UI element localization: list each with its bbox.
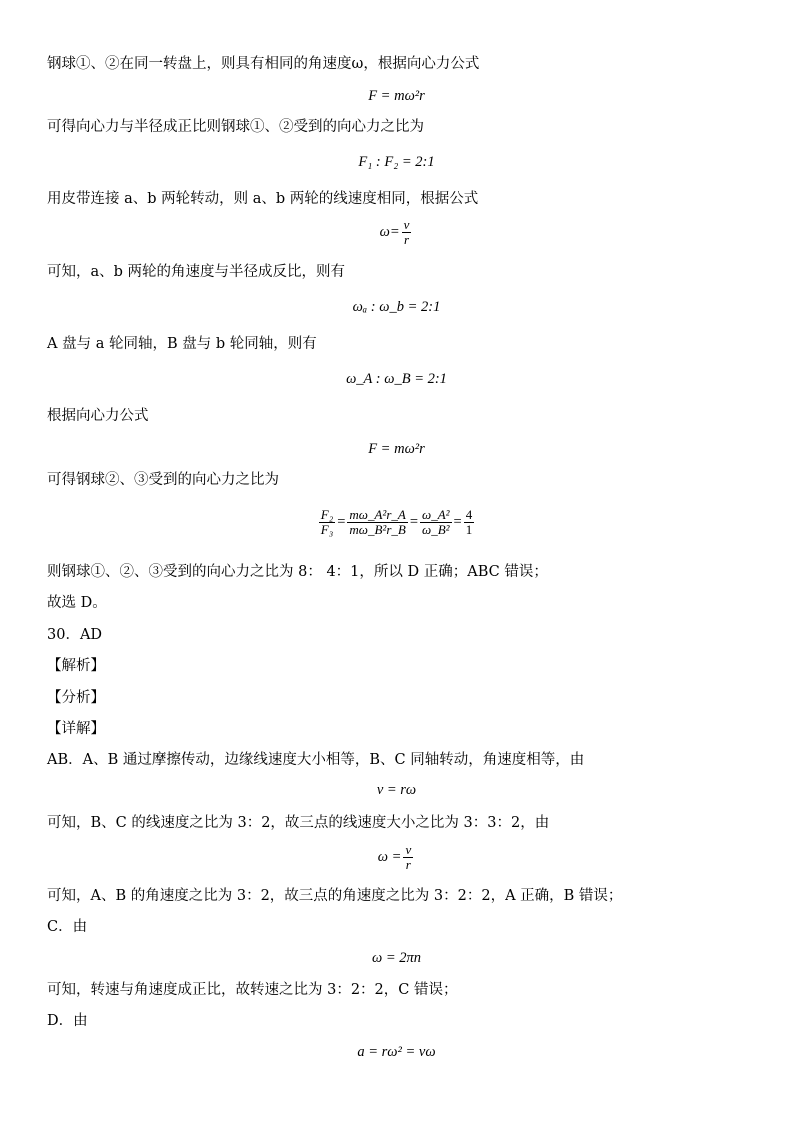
formula	[0, 218, 793, 247]
formula	[0, 508, 793, 537]
formula-lhs: ω=	[379, 223, 400, 240]
text-line: A 盘与 a 轮同轴，B 盘与 b 轮同轴，则有	[47, 336, 317, 352]
fraction	[464, 508, 475, 537]
equals-sign: =	[409, 513, 419, 530]
fraction-denominator: r	[403, 232, 410, 247]
formula: ω = 2πn	[371, 950, 422, 966]
section-heading: 【详解】	[47, 721, 105, 737]
fraction-numerator: v	[405, 842, 412, 857]
formula: F = mω²r	[368, 88, 425, 104]
fraction-numerator: F₂	[320, 507, 334, 522]
text-line: AB．A、B 通过摩擦传动，边缘线速度大小相等，B、C 同轴转动，角速度相等，由	[47, 752, 585, 768]
equals-sign: =	[337, 513, 346, 530]
text-line: 则钢球①、②、③受到的向心力之比为 8： 4：1，所以 D 正确；ABC 错误；	[47, 564, 548, 580]
formula: v = rω	[376, 782, 417, 798]
fraction-denominator: 1	[465, 522, 473, 537]
fraction-denominator: mω_B²r_B	[349, 522, 406, 537]
text-line: 可知，B、C 的线速度之比为 3：2，故三点的线速度大小之比为 3：3：2，由	[47, 815, 550, 831]
text-line: C．由	[47, 919, 88, 935]
formula: F = mω²r	[368, 441, 425, 457]
text-line: 钢球①、②在同一转盘上，则具有相同的角速度ω，根据向心力公式	[47, 56, 480, 72]
fraction-denominator: F₃	[320, 522, 334, 537]
formula-lhs: ω =	[377, 848, 402, 865]
text-line: 可知，转速与角速度成正比，故转速之比为 3：2：2，C 错误；	[47, 982, 458, 998]
fraction	[420, 508, 452, 537]
text-line: 故选 D。	[47, 595, 107, 611]
formula: F₁ : F₂ = 2:1	[358, 154, 435, 170]
fraction	[403, 843, 413, 872]
equals-sign: =	[453, 513, 462, 530]
text-line: 可得钢球②、③受到的向心力之比为	[47, 472, 279, 488]
section-heading: 【分析】	[47, 690, 105, 706]
fraction	[347, 508, 407, 537]
formula: ω_A : ω_B = 2:1	[346, 371, 447, 387]
fraction-numerator: ω_A²	[422, 507, 450, 522]
text-line: 可知，A、B 的角速度之比为 3：2，故三点的角速度之比为 3：2：2，A 正确，B 错误；	[47, 888, 623, 904]
text-line: 用皮带连接 a、b 两轮转动，则 a、b 两轮的线速度相同，根据公式	[47, 191, 479, 207]
question-number: 30．AD	[47, 627, 103, 643]
formula	[0, 843, 793, 872]
text-line: 可得向心力与半径成正比则钢球①、②受到的向心力之比为	[47, 119, 424, 135]
fraction	[402, 218, 412, 247]
fraction-numerator: mω_A²r_A	[349, 507, 406, 522]
formula: a = rω² = vω	[357, 1044, 436, 1060]
fraction-numerator: v	[403, 217, 410, 232]
formula: ωₐ : ω_b = 2:1	[352, 299, 441, 315]
fraction-numerator: 4	[465, 507, 473, 522]
text-line: D．由	[47, 1013, 88, 1029]
fraction-denominator: r	[405, 857, 411, 872]
fraction-denominator: ω_B²	[422, 522, 450, 537]
fraction	[319, 508, 335, 537]
section-heading: 【解析】	[47, 658, 105, 674]
text-line: 可知，a、b 两轮的角速度与半径成反比，则有	[47, 264, 346, 280]
text-line: 根据向心力公式	[47, 408, 149, 424]
